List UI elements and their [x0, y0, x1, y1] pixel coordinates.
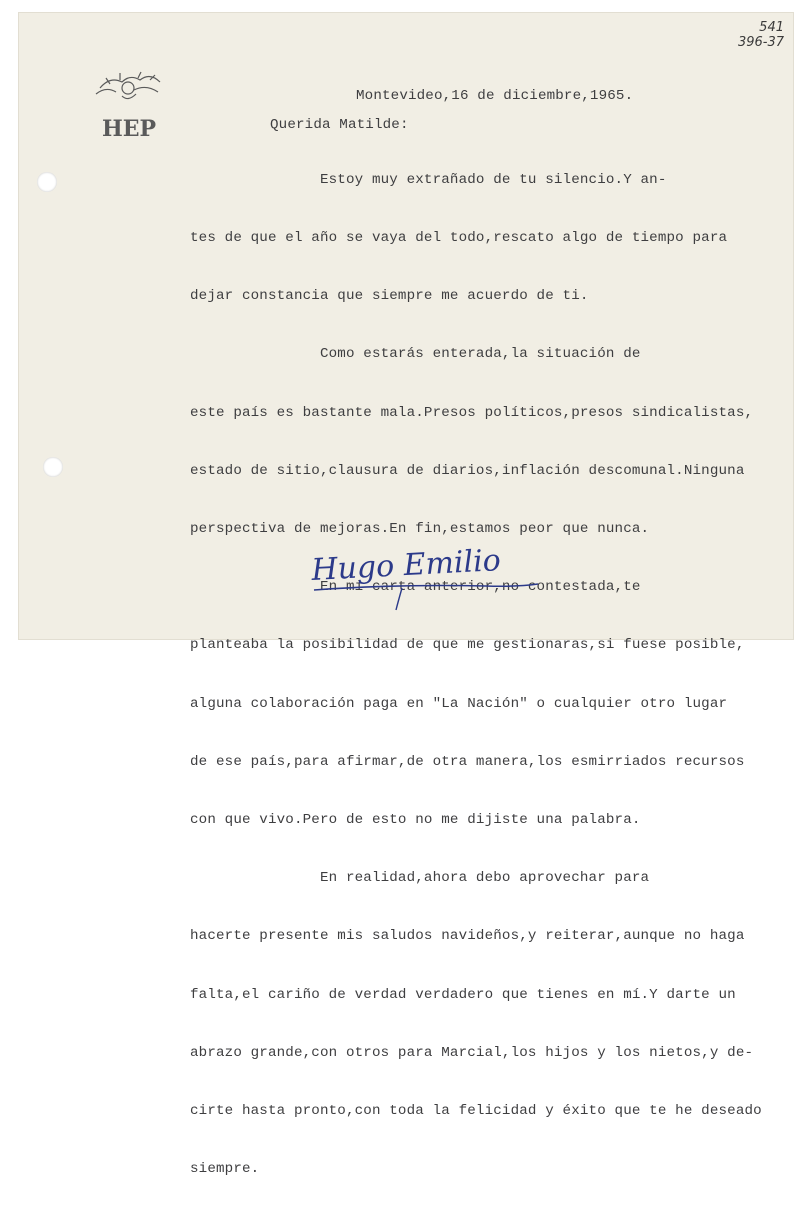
body-line: siempre.	[190, 1161, 260, 1178]
letter-sheet	[18, 12, 794, 1178]
body-line: hacerte presente mis saludos navideños,y reiterar,aunque no haga	[190, 928, 745, 945]
letter-salutation: Querida Matilde:	[270, 117, 409, 133]
body-line: abrazo grande,con otros para Marcial,los hijos y los nietos,y de-	[190, 1044, 754, 1061]
body-line: Estoy muy extrañado de tu silencio.Y an-	[190, 171, 667, 188]
monogram-letterhead	[90, 68, 168, 152]
letter-body	[190, 132, 762, 1218]
body-line: tes de que el año se vaya del todo,rescato algo de tiempo para	[190, 230, 728, 247]
body-line: En mi carta anterior,no contestada,te	[190, 579, 641, 596]
body-line: dejar constancia que siempre me acuerdo de ti.	[190, 288, 589, 305]
archive-reference-note	[738, 20, 784, 50]
archive-code: 396-37	[737, 35, 784, 50]
body-line: perspectiva de mejoras.En fin,estamos peor que nunca.	[190, 521, 650, 538]
punch-hole-top	[37, 172, 57, 192]
punch-hole-bottom	[43, 457, 63, 477]
body-line: de ese país,para afirmar,de otra manera,los esmirriados recursos	[190, 753, 745, 770]
body-line: cirte hasta pronto,con toda la felicidad y éxito que te he deseado	[190, 1103, 762, 1120]
body-line: con que vivo.Pero de esto no me dijiste una palabra.	[190, 812, 641, 829]
handwritten-signature	[306, 540, 566, 615]
body-line: planteaba la posibilidad de que me gestionaras,si fuese posible,	[190, 637, 745, 654]
letter-dateline: Montevideo,16 de diciembre,1965.	[356, 88, 634, 104]
body-line: Como estarás enterada,la situación de	[190, 346, 641, 363]
body-line: falta,el cariño de verdad verdadero que tienes en mí.Y darte un	[190, 986, 736, 1003]
archive-number: 541	[759, 20, 784, 35]
body-line: estado de sitio,clausura de diarios,inflación descomunal.Ninguna	[190, 462, 745, 479]
body-line: alguna colaboración paga en "La Nación" o cualquier otro lugar	[190, 695, 728, 712]
body-line: En realidad,ahora debo aprovechar para	[190, 870, 650, 887]
signature-text: Hugo Emilio	[310, 543, 502, 588]
body-line: este país es bastante mala.Presos políticos,presos sindicalistas,	[190, 404, 754, 421]
monogram-letters: HEP	[101, 116, 157, 142]
